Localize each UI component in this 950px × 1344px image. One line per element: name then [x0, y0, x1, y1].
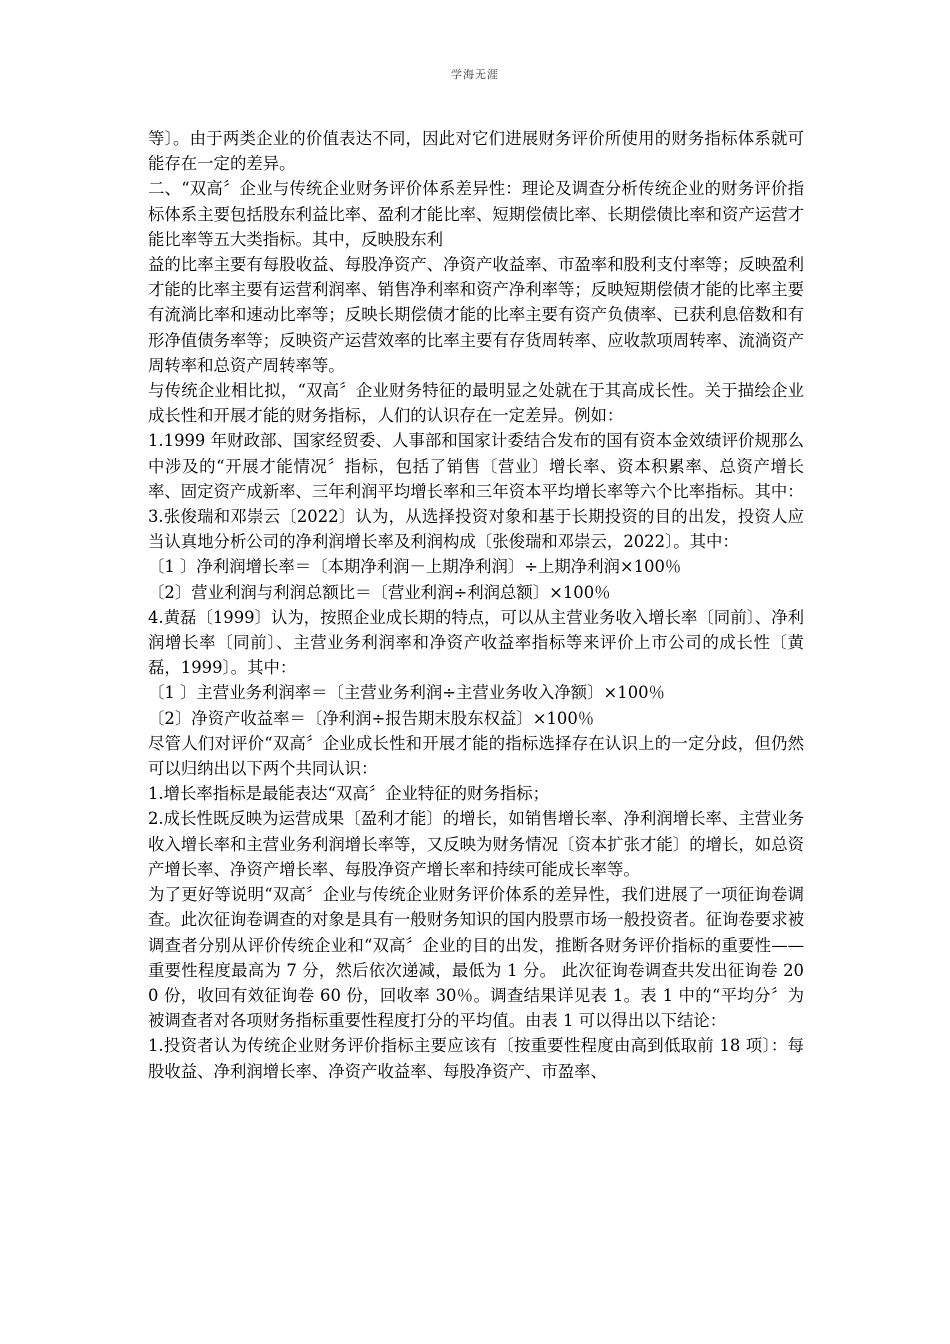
paragraph: 为了更好等说明“双高〞企业与传统企业财务评价体系的差异性，我们进展了一项征询卷调查。此次征询卷调查的对象是具有一般财务知识的国内股票市场一般投资者。征询卷要求被调查者分别从评价传统企业和“双高〞企业的目的出发，推断各财务评价指标的重要性——重要性程度最高为 7 分，然后依次递减，最低为 1 分。 此次征询卷调查共发出征询卷 200 份，收回有效征询卷 60 份，回收率 30％。调查结果详见表 1。表 1 中的“平均分〞为被调查者对各项财务指标重要性程度打分的平均值。由表 1 可以得出以下结论： [148, 885, 804, 1031]
paragraph: 4.黄磊〔1999〕认为，按照企业成长期的特点，可以从主营业务收入增长率〔同前〕、净利润增长率〔同前〕、主营业务利润率和净资产收益率指标等来评价上市公司的成长性〔黄磊，1999〕。其中： [148, 607, 804, 678]
list-item: 1.增长率指标是最能表达“双高〞企业特征的财务指标； [148, 784, 550, 804]
formula-line: 〔1 〕净利润增长率＝〔本期净利润－上期净利润〕÷上期净利润×100％ [148, 557, 682, 577]
paragraph: 等〕。由于两类企业的价值表达不同，因此对它们进展财务评价所使用的财务指标体系就可能存在一定的差异。 [148, 129, 804, 174]
formula-line: 〔2〕营业利润与利润总额比＝〔营业利润÷利润总额〕×100％ [148, 582, 611, 602]
paragraph: 与传统企业相比拟，“双高〞企业财务特征的最明显之处就在于其高成长性。关于描绘企业成长性和开展才能的财务指标，人们的认识存在一定差异。例如： [148, 381, 804, 426]
formula-line: 〔2〕净资产收益率＝〔净利润÷报告期末股东权益〕×100％ [148, 708, 595, 728]
formula-line: 〔1 〕主营业务利润率＝〔主营业务利润÷主营业务收入净额〕×100％ [148, 683, 665, 703]
paragraph: 尽管人们对评价“双高〞企业成长性和开展才能的指标选择存在认识上的一定分歧，但仍然可以归纳出以下两个共同认识： [148, 733, 804, 779]
page-header: 学海无涯 [451, 68, 499, 81]
document-body [148, 126, 804, 1084]
list-item: 2.成长性既反映为运营成果〔盈利才能〕的增长，如销售增长率、净利润增长率、主营业务收入增长率和主营业务利润增长率等，又反映为财务情况〔资本扩张才能〕的增长，如总资产增长率、净资产增长率、每股净资产增长率和持续可能成长率等。 [148, 809, 804, 879]
paragraph: 1.1999 年财政部、国家经贸委、人事部和国家计委结合发布的国有资本金效绩评价规那么中涉及的“开展才能情况〞指标，包括了销售〔营业〕增长率、资本积累率、总资产增长率、固定资产成新率、三年利润平均增长率和三年资本平均增长率等六个比率指标。其中： [148, 431, 804, 501]
paragraph: 3.张俊瑞和邓崇云〔2022〕认为，从选择投资对象和基于长期投资的目的出发，投资人应当认真地分析公司的净利润增长率及利润构成〔张俊瑞和邓崇云，2022〕。其中： [148, 507, 804, 552]
list-item: 1.投资者认为传统企业财务评价指标主要应该有〔按重要性程度由高到低取前 18 项〕：每股收益、净利润增长率、净资产收益率、每股净资产、市盈率、 [148, 1036, 804, 1081]
paragraph: 二、“双高〞企业与传统企业财务评价体系差异性：理论及调查分析传统企业的财务评价指标体系主要包括股东利益比率、盈利才能比率、短期偿债比率、长期偿债比率和资产运营才能比率等五大类指标。其中，反映股东利 [148, 179, 804, 249]
paragraph: 益的比率主要有每股收益、每股净资产、净资产收益率、市盈率和股利支付率等；反映盈利才能的比率主要有运营利润率、销售净利率和资产净利率等；反映短期偿债才能的比率主要有流淌比率和速动比率等；反映长期偿债才能的比率主要有资产负债率、已获利息倍数和有形净值债务率等；反映资产运营效率的比率主要有存货周转率、应收款项周转率、流淌资产周转率和总资产周转率等。 [148, 255, 804, 375]
